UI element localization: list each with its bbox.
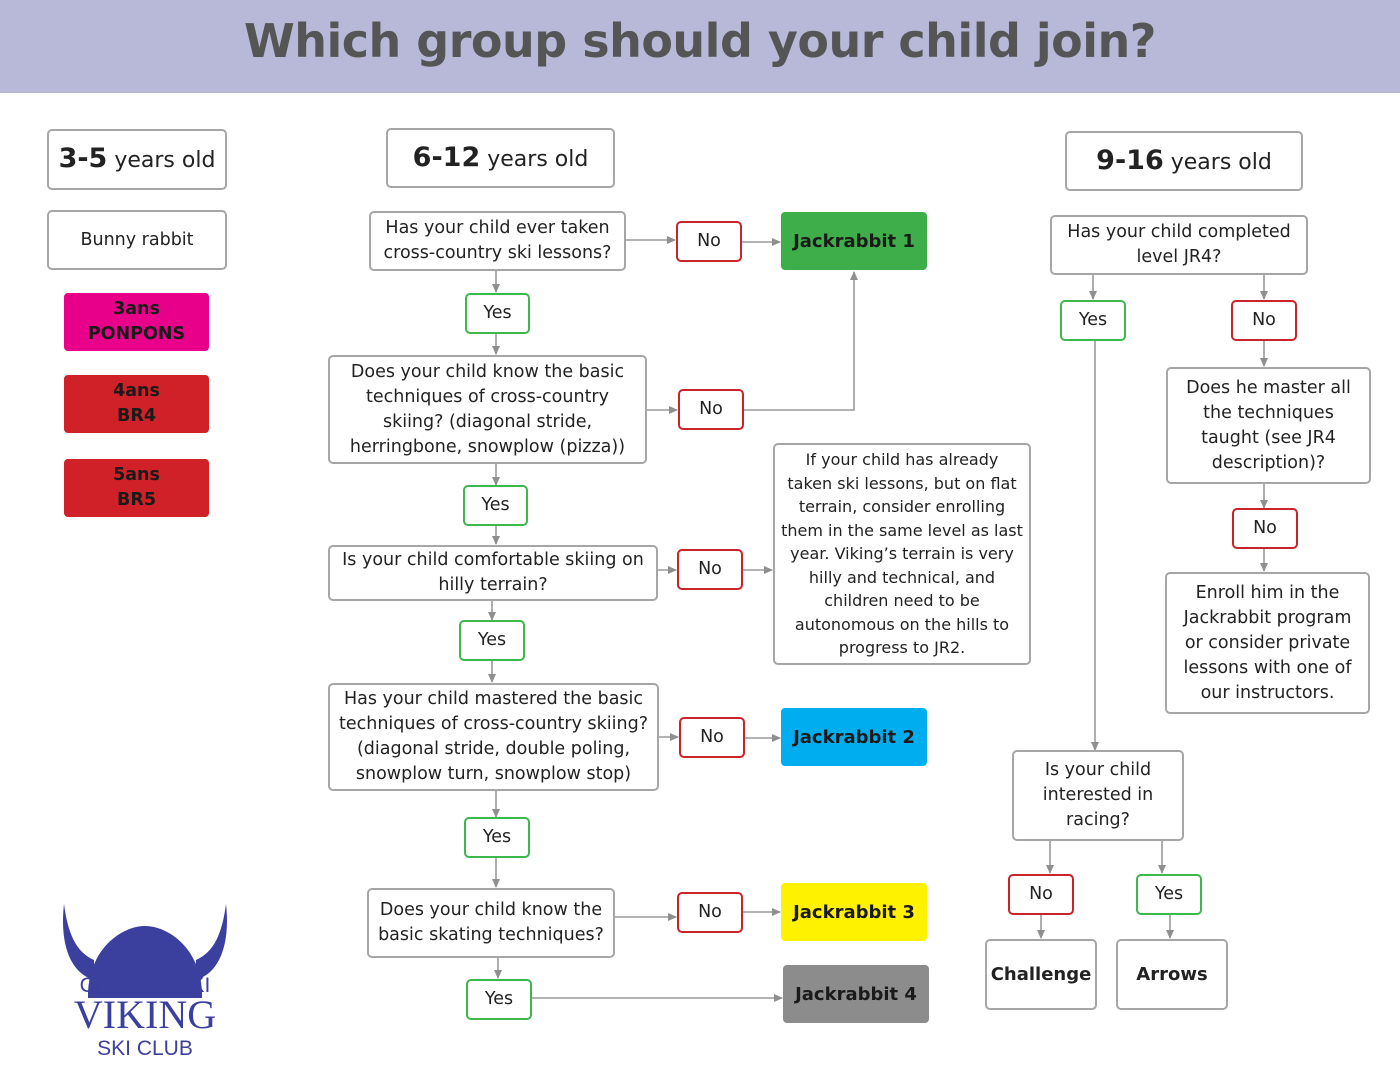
age-range: 6-12 <box>412 141 481 173</box>
logo-club-de-ski: CLUB DE SKI <box>79 974 211 997</box>
age-range: 9-16 <box>1096 144 1164 176</box>
chip-4ans-br4 <box>64 375 209 433</box>
no-label: No <box>676 221 742 262</box>
question-master-techniques: Does he master all the techniques taught (see JR4 description)? <box>1166 367 1371 484</box>
age-9-16-heading <box>1065 131 1303 191</box>
chip-3ans-ponpons <box>64 293 209 351</box>
result-jackrabbit-3: Jackrabbit 3 <box>781 883 927 941</box>
age-6-12-heading <box>386 128 615 188</box>
no-label: No <box>677 892 743 933</box>
question-hilly-terrain: Is your child comfortable skiing on hilly terrain? <box>328 545 658 601</box>
question-basic-techniques: Does your child know the basic techniques of cross-country skiing? (diagonal stride, herringbone, snowplow (pizza)) <box>328 355 647 464</box>
result-arrows: Arrows <box>1116 939 1228 1010</box>
yes-label: Yes <box>464 817 530 858</box>
no-label: No <box>1008 874 1074 915</box>
logo-ski-club: SKI CLUB <box>97 1037 193 1060</box>
chip-age: 3ans <box>113 299 160 319</box>
page-title: Which group should your child join? <box>244 14 1156 68</box>
result-jackrabbit-1: Jackrabbit 1 <box>781 212 927 270</box>
advice-enroll-jackrabbit: Enroll him in the Jackrabbit program or consider private lessons with one of our instructors. <box>1165 572 1370 714</box>
chip-group: BR5 <box>117 490 156 510</box>
bunny-rabbit-box: Bunny rabbit <box>47 210 227 270</box>
chip-age: 4ans <box>113 381 160 401</box>
age-suffix: years old <box>114 148 216 173</box>
chip-5ans-br5 <box>64 459 209 517</box>
no-label: No <box>678 389 744 430</box>
yes-label: Yes <box>463 485 528 526</box>
note-flat-terrain: If your child has already taken ski lessons, but on flat terrain, consider enrolling them in the same level as last year. Viking’s terrain is very hilly and technical, and children need to be autonomous on the hills to progress to JR2. <box>773 443 1031 665</box>
age-suffix: years old <box>1170 149 1272 175</box>
yes-label: Yes <box>465 293 530 334</box>
question-completed-jr4: Has your child completed level JR4? <box>1050 215 1308 275</box>
question-interested-racing: Is your child interested in racing? <box>1012 750 1184 841</box>
question-mastered-techniques: Has your child mastered the basic techniques of cross-country skiing? (diagonal stride, double poling, snowplow turn, snowplow stop) <box>328 683 659 791</box>
yes-label: Yes <box>466 979 532 1020</box>
result-jackrabbit-4: Jackrabbit 4 <box>783 965 929 1023</box>
logo-viking: VIKING <box>73 992 217 1037</box>
question-previous-lessons: Has your child ever taken cross-country ski lessons? <box>369 211 626 271</box>
yes-label: Yes <box>1060 300 1126 341</box>
no-label: No <box>1232 508 1298 549</box>
chip-age: 5ans <box>113 465 160 485</box>
age-range: 3-5 <box>58 143 108 174</box>
result-challenge: Challenge <box>985 939 1097 1010</box>
question-skating-techniques: Does your child know the basic skating techniques? <box>367 888 615 958</box>
age-suffix: years old <box>487 146 589 172</box>
chip-group: PONPONS <box>87 324 186 344</box>
yes-label: Yes <box>1136 874 1202 915</box>
no-label: No <box>677 549 743 590</box>
yes-label: Yes <box>459 620 525 661</box>
result-jackrabbit-2: Jackrabbit 2 <box>781 708 927 766</box>
chip-group: BR4 <box>117 406 156 426</box>
age-3-5-heading <box>47 129 227 190</box>
no-label: No <box>1231 300 1297 341</box>
no-label: No <box>679 717 745 758</box>
